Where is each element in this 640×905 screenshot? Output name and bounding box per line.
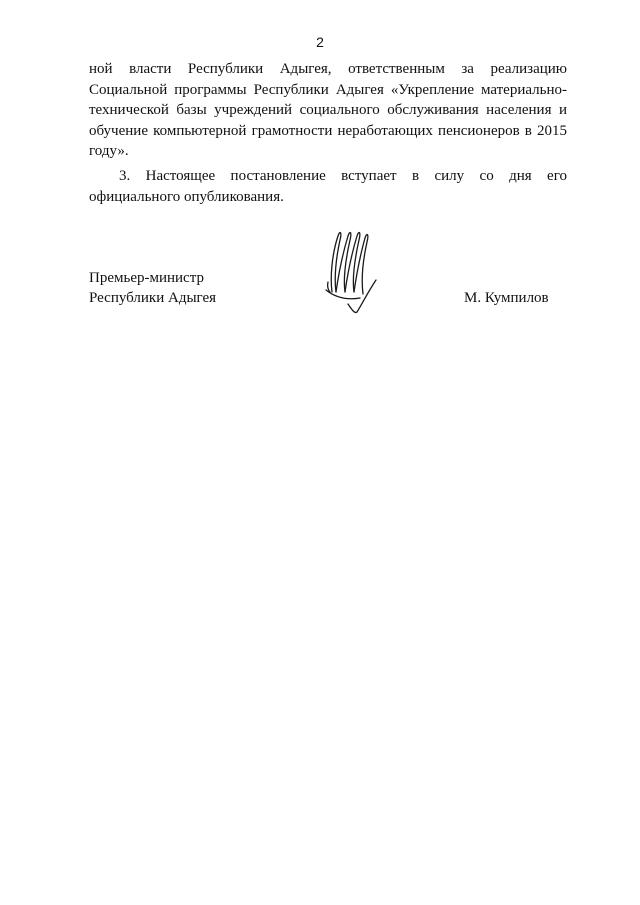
paragraph-continuation: ной власти Республики Адыгея, ответственным за реализацию Социальной программы Республики Адыгея «Укрепление материально-технической базы учреждений социального обслуживания населения и обучение компьютерной грамотности неработающих пенсионеров в 2015 году». [89, 61, 567, 159]
handwritten-signature [318, 222, 388, 322]
page-number: 2 [316, 34, 324, 50]
signatory-position-line-2: Республики Адыгея [89, 290, 217, 306]
signatory-name: М. Кумпилов [464, 290, 549, 306]
signatory-position-line-1: Премьер-министр [89, 270, 204, 286]
signatory-position [89, 268, 216, 308]
paragraph-entry-into-force: 3. Настоящее постановление вступает в силу со дня его официального опубликования. [89, 168, 567, 205]
